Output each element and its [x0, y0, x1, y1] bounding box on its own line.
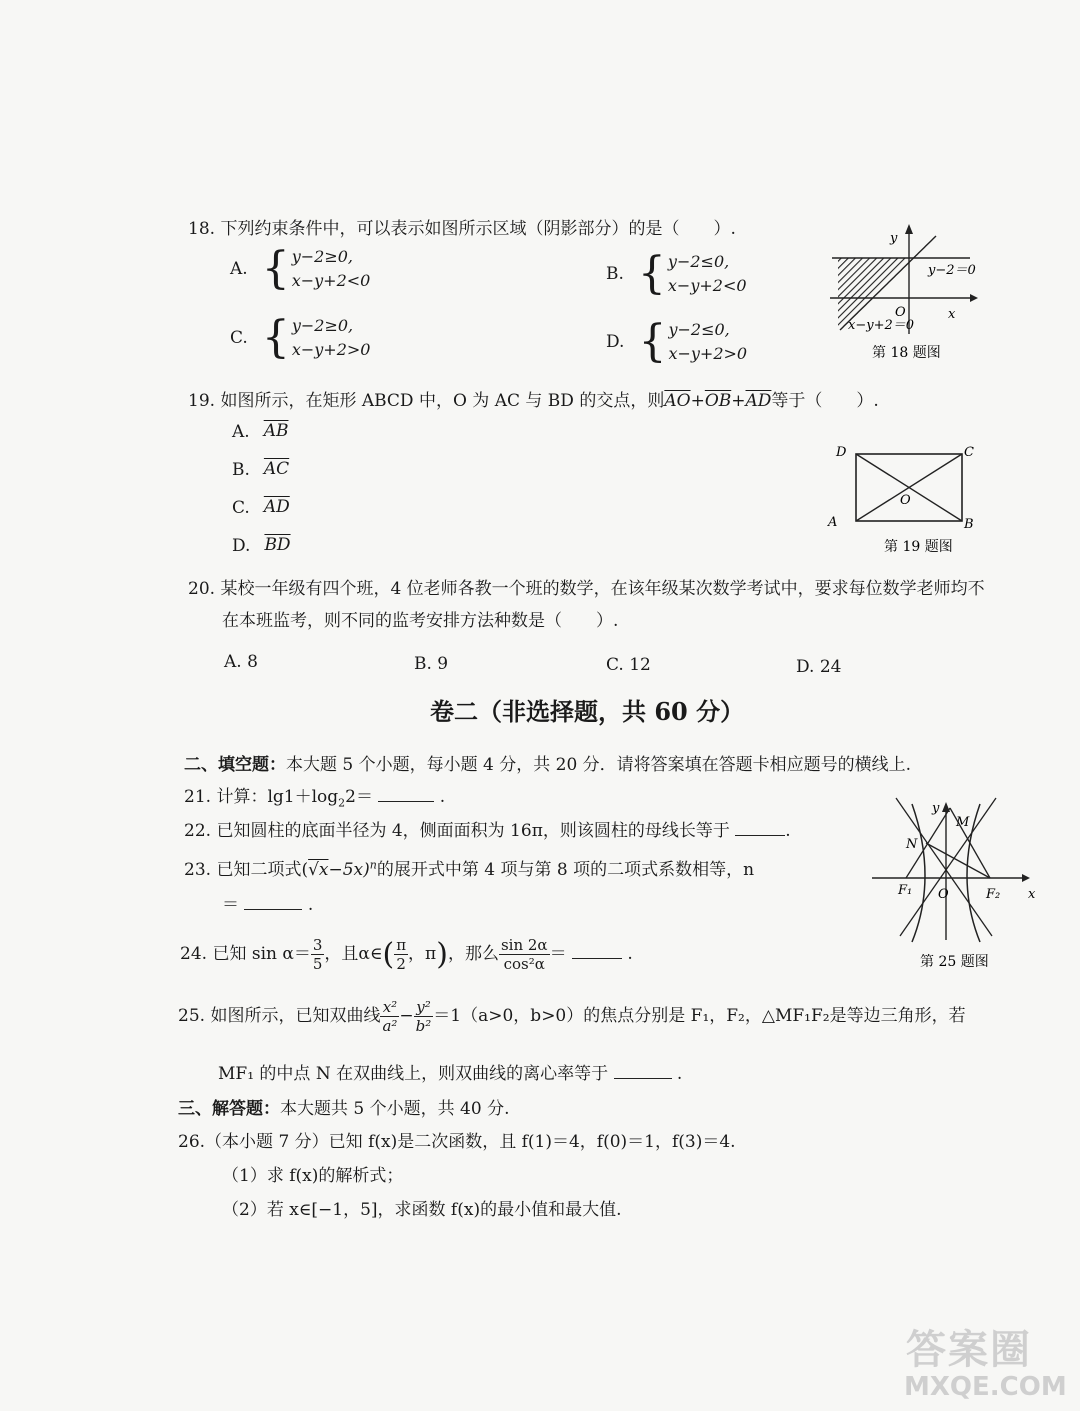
q25-answer-blank[interactable] — [614, 1078, 672, 1079]
brace-icon: { — [637, 248, 666, 299]
q19-option-a-vec: $\overline{AB}$ — [263, 421, 289, 441]
q18-option-a-label: A. — [230, 259, 248, 279]
q25-post: ＝1（a>0，b>0）的焦点分别是 F₁，F₂，△MF₁F₂是等边三角形，若 — [433, 1006, 966, 1026]
q24 — [180, 936, 633, 973]
q23-pre: 23. 已知二项式( — [184, 860, 309, 880]
q21 — [184, 782, 445, 809]
q22-answer-blank[interactable] — [735, 835, 785, 836]
q18-option-b-label: B. — [606, 264, 624, 284]
q21-pre: 21. 计算：lg1＋log — [184, 787, 339, 807]
fig18-x-label: x — [948, 307, 956, 322]
q21-post: 2＝ — [345, 787, 373, 807]
watermark-line1: 答案圈 — [906, 1327, 1032, 1373]
q24-pre: 24. 已知 sin α＝ — [180, 944, 311, 964]
q25-pre: 25. 如图所示，已知双曲线 — [178, 1006, 381, 1026]
fig18-origin-label: O — [895, 305, 906, 320]
fig19-o-label: O — [900, 493, 911, 508]
part3-heading-rest: 本大题共 5 个小题，共 40 分. — [280, 1099, 510, 1119]
q20-stem-line1: 20. 某校一年级有四个班，4 位老师各教一个班的数学，在该年级某次数学考试中，要求每位数学老师均不 — [188, 579, 985, 599]
q19-option-b-label: B. — [232, 459, 250, 480]
q20-option-b: B. 9 — [414, 654, 449, 674]
q18-option-b — [606, 250, 747, 298]
fig25-n-label: N — [906, 837, 918, 852]
fig18-line2-label: x−y+2＝0 — [848, 318, 915, 333]
brace-icon: { — [638, 316, 667, 367]
q19-stem-pre: 19. 如图所示，在矩形 ABCD 中，O 为 AC 与 BD 的交点，则 — [188, 391, 665, 411]
fig25-y-label: y — [932, 801, 940, 816]
watermark-logo — [906, 1318, 1032, 1375]
q19-stem — [188, 386, 879, 411]
q24-frac-num: 3 — [312, 936, 323, 954]
q23-sup: n — [369, 858, 377, 872]
q23-answer-blank[interactable] — [244, 909, 302, 910]
q18-a-line1: y−2≥0, — [291, 247, 353, 266]
q18-option-d-label: D. — [606, 332, 625, 352]
q21-sub: 2 — [338, 796, 346, 810]
q18-b-line1: y−2≤0, — [667, 252, 730, 271]
q19-option-a-label: A. — [232, 421, 250, 442]
fig18-y-label: y — [890, 231, 898, 246]
q22 — [184, 816, 791, 841]
q23-post: 的展开式中第 4 项与第 8 项的二项式系数相等，n — [376, 860, 755, 880]
q25 — [178, 998, 966, 1035]
brace-icon: { — [261, 312, 290, 363]
fig19-c-label: C — [964, 445, 974, 460]
q20-stem-line2: 在本班监考，则不同的监考安排方法种数是（ ）. — [222, 611, 619, 631]
q25-frac1-num: x² — [380, 998, 399, 1017]
q25-minus: − — [399, 1006, 414, 1026]
q18-stem: 18. 下列约束条件中，可以表示如图所示区域（阴影部分）的是（ ）. — [188, 219, 736, 239]
fig25-caption: 第 25 题图 — [920, 954, 989, 970]
q26-stem: 26.（本小题 7 分）已知 f(x)是二次函数，且 f(1)＝4，f(0)＝1，f(3)＝4. — [178, 1132, 736, 1152]
q24-frac-den: 5 — [312, 955, 323, 973]
fig25-f2-label: F₂ — [986, 887, 1001, 902]
q18-d-line1: y−2≤0, — [668, 320, 730, 339]
q18-option-c-label: C. — [230, 328, 248, 348]
part2-heading — [184, 750, 911, 775]
q18-c-line1: y−2≥0, — [291, 316, 354, 335]
q19-plus-2: + — [731, 391, 746, 411]
q20-option-c: C. 12 — [606, 655, 651, 675]
q18-figure — [820, 222, 1000, 372]
q19-vec-ao: $\overline{AO}$ — [664, 391, 691, 411]
q18-option-c — [230, 314, 370, 362]
q18-option-a — [230, 245, 370, 293]
q19-option-c-label: C. — [232, 497, 250, 518]
q24-eq: ＝ — [549, 944, 567, 964]
q25-figure — [866, 796, 1056, 976]
q19-figure — [824, 440, 984, 560]
q23-end: . — [307, 895, 314, 915]
part3-heading-bold: 三、解答题： — [178, 1099, 280, 1119]
q21-answer-blank[interactable] — [378, 801, 434, 802]
q19-option-c — [232, 497, 290, 518]
q18-a-line2: x−y+2<0 — [291, 271, 371, 290]
asymptote-2 — [900, 798, 996, 936]
q25-line2-text: MF₁ 的中点 N 在双曲线上，则双曲线的离心率等于 — [218, 1064, 609, 1084]
q18-d-line2: x−y+2>0 — [668, 344, 748, 363]
q25-frac2-den: b² — [415, 1017, 432, 1035]
brace-icon: { — [261, 243, 290, 294]
q19-option-d-label: D. — [232, 535, 251, 556]
q19-plus-1: + — [690, 391, 705, 411]
left-paren-icon: ( — [382, 937, 395, 972]
q26-part2: （2）若 x∈[−1，5]，求函数 f(x)的最小值和最大值. — [222, 1200, 622, 1220]
fig25-f1-label: F₁ — [898, 883, 913, 898]
q22-text: 22. 已知圆柱的底面半径为 4，侧面面积为 16π，则该圆柱的母线长等于 — [184, 821, 730, 841]
q19-option-c-vec: $\overline{AD}$ — [263, 497, 290, 517]
q19-option-b — [232, 459, 289, 480]
q21-end: . — [439, 787, 446, 807]
q25-frac1-den: a² — [382, 1017, 398, 1035]
part3-heading — [178, 1094, 509, 1119]
q19-option-d-vec: $\overline{BD}$ — [264, 535, 291, 555]
q19-stem-post: 等于（ ）. — [771, 391, 879, 411]
q19-option-d — [232, 535, 291, 556]
fig19-b-label: B — [964, 517, 974, 532]
q20-option-d: D. 24 — [796, 657, 842, 677]
q24-interval-num: π — [396, 936, 407, 954]
q24-end: . — [627, 944, 633, 964]
fig19-a-label: A — [828, 515, 838, 530]
q25-line2 — [218, 1059, 682, 1084]
q18-option-d — [606, 318, 747, 366]
q22-end: . — [785, 821, 791, 841]
fig25-o-label: O — [938, 887, 949, 902]
q24-expr-num: sin 2α — [500, 936, 548, 954]
q19-vec-ob: $\overline{OB}$ — [704, 391, 732, 411]
q19-vec-ad: $\overline{AD}$ — [745, 391, 772, 411]
q19-option-b-vec: $\overline{AC}$ — [263, 459, 290, 479]
watermark-url: MXQE.COM — [904, 1372, 1067, 1402]
q23 — [184, 855, 754, 880]
fig25-m-label: M — [956, 815, 970, 830]
q24-then: ，那么 — [447, 944, 499, 964]
q23-mid: −5x) — [328, 860, 370, 880]
q23-line2 — [222, 890, 313, 915]
fig18-line1-label: y−2＝0 — [928, 263, 976, 278]
q24-mid: ，且α∈ — [324, 944, 383, 964]
q26-part1: （1）求 f(x)的解析式； — [222, 1166, 404, 1186]
fig18-caption: 第 18 题图 — [872, 345, 941, 361]
q24-expr-den: cos²α — [503, 955, 545, 973]
q23-sqrt: √x — [308, 860, 329, 880]
part2-heading-bold: 二、填空题： — [184, 755, 286, 775]
fig19-d-label: D — [836, 445, 847, 460]
q25-frac2-num: y² — [414, 998, 434, 1017]
q18-c-line2: x−y+2>0 — [291, 340, 371, 359]
q18-b-line2: x−y+2<0 — [667, 276, 747, 295]
q23-eq: ＝ — [222, 895, 239, 915]
q19-option-a — [232, 421, 288, 442]
q20-option-a: A. 8 — [224, 652, 258, 672]
q25-end: . — [676, 1064, 683, 1084]
part2-heading-rest: 本大题 5 个小题，每小题 4 分，共 20 分．请将答案填在答题卡相应题号的横线上. — [286, 755, 912, 775]
q24-answer-blank[interactable] — [572, 958, 622, 959]
right-paren-icon: ) — [436, 937, 448, 972]
q24-interval-den: 2 — [396, 955, 406, 973]
fig19-caption: 第 19 题图 — [884, 539, 953, 555]
q24-interval-rest: ，π — [408, 944, 437, 964]
section-2-title: 卷二（非选择题，共 60 分） — [430, 697, 745, 726]
fig25-x-label: x — [1028, 887, 1036, 902]
